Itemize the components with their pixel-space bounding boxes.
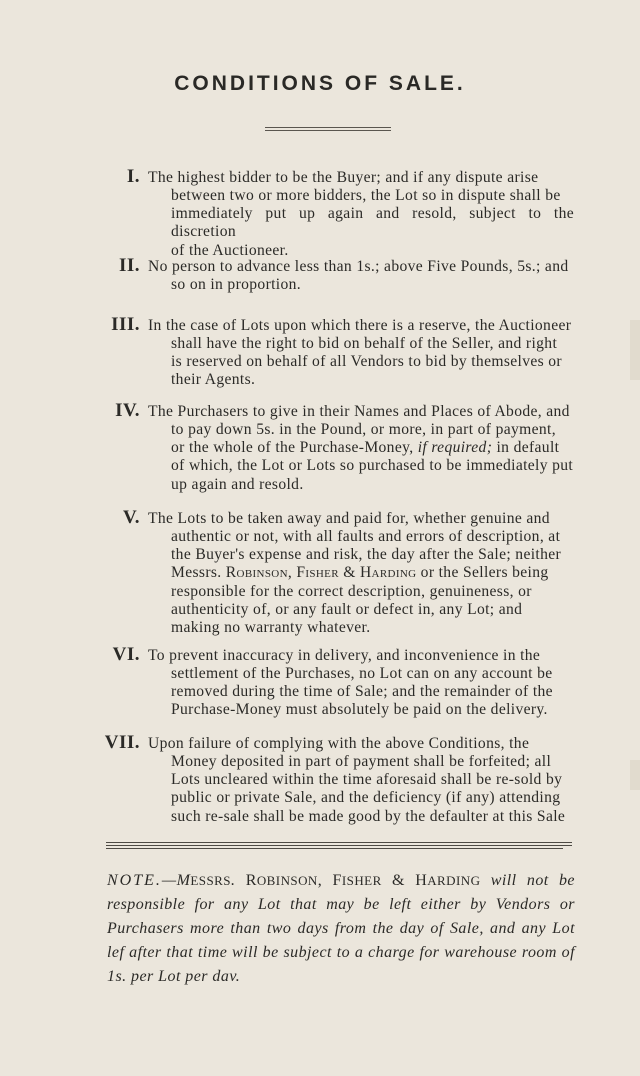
text-line: Lots uncleared within the time aforesaid shall be re-sold by (171, 771, 563, 789)
condition-numeral: II. (118, 255, 140, 276)
condition-numeral: V. (122, 507, 140, 528)
text-line: To prevent inaccuracy in delivery, and inconvenience in the (148, 647, 541, 664)
text-line: such re-sale shall be made good by the defaulter at this Sale (171, 807, 566, 825)
text-line: the Buyer's expense and risk, the day after the Sale; neither (171, 546, 562, 564)
text-line: up again and resold. (171, 475, 304, 493)
text-line: Purchase-Money must absolutely be paid on the delivery. (171, 701, 548, 719)
condition-text-cont (171, 335, 574, 390)
condition-text-cont (171, 276, 574, 294)
text-line: In the case of Lots upon which there is a reserve, the Auctioneer (148, 317, 572, 334)
text-line: Messrs. Robinson, Fisher & Harding or the Sellers being (171, 564, 549, 582)
text-line: so on in proportion. (171, 276, 302, 293)
text-line: to pay down 5s. in the Pound, or more, in part of payment, (171, 421, 556, 438)
condition-numeral: IV. (115, 400, 140, 421)
condition-text (148, 403, 574, 421)
condition-numeral: III. (111, 314, 140, 335)
text-line: of the Auctioneer. (171, 241, 289, 259)
text-line: their Agents. (171, 371, 256, 389)
text-line: The Purchasers to give in their Names and Places of Abode, and (148, 403, 570, 420)
text-line: immediately put up again and resold, subject to the discretion (171, 205, 574, 241)
condition-text (148, 510, 574, 528)
condition-text (148, 169, 574, 187)
page-edge-shadow (630, 760, 640, 790)
text-line: Money deposited in part of payment shall be forfeited; all (171, 753, 552, 770)
text-line: public or private Sale, and the deficiency (if any) attending (171, 789, 561, 807)
text-line: Upon failure of complying with the above Conditions, the (148, 735, 530, 752)
text-line: The highest bidder to be the Buyer; and if any dispute arise (148, 169, 539, 186)
text-line: shall have the right to bid on behalf of the Seller, and right (171, 335, 558, 352)
title-divider (265, 127, 391, 133)
text-line: removed during the time of Sale; and the remainder of the (171, 683, 553, 701)
text-line: The Lots to be taken away and paid for, whether genuine and (148, 510, 550, 527)
text-line: making no warranty whatever. (171, 619, 371, 637)
condition-text (148, 647, 574, 665)
page-edge-shadow (630, 320, 640, 380)
text-line: authenticity of, or any fault or defect in, any Lot; and (171, 600, 523, 618)
condition-numeral: I. (126, 166, 140, 187)
text-line: settlement of the Purchases, no Lot can on any account be (171, 665, 553, 682)
condition-text (148, 258, 574, 276)
text-line: No person to advance less than 1s.; above Five Pounds, 5s.; and (148, 258, 569, 275)
condition-text (148, 735, 574, 753)
text-line: authentic or not, with all faults and errors of description, at (171, 528, 561, 545)
condition-numeral: VII. (104, 732, 140, 753)
condition-text-cont (171, 665, 574, 720)
text-line: or the whole of the Purchase-Money, if required; in default (171, 439, 560, 457)
text-line: of which, the Lot or Lots so purchased to be immediately put (171, 457, 574, 475)
text-line: is reserved on behalf of all Vendors to bid by themselves or (171, 353, 562, 371)
condition-text-cont (171, 187, 574, 260)
condition-text-cont (171, 421, 574, 494)
condition-text-cont (171, 753, 574, 826)
condition-text-cont (171, 528, 574, 637)
text-line: between two or more bidders, the Lot so in dispute shall be (171, 187, 561, 204)
page-title: CONDITIONS OF SALE. (174, 72, 466, 95)
note-divider (106, 842, 572, 851)
condition-text (148, 317, 574, 335)
condition-numeral: VI. (112, 644, 140, 665)
note-lead: NOTE. (107, 872, 162, 889)
text-line: responsible for the correct description, genuineness, or (171, 582, 532, 600)
footnote: NOTE.—MESSRS. ROBINSON, FISHER & HARDING will not be responsible for any Lot that may be left either by Vendors or Purchasers more than two days from the day of Sale, and any Lot lef after that time will be subject to a charge for warehouse room of 1s. per Lot per dav. (107, 872, 575, 985)
